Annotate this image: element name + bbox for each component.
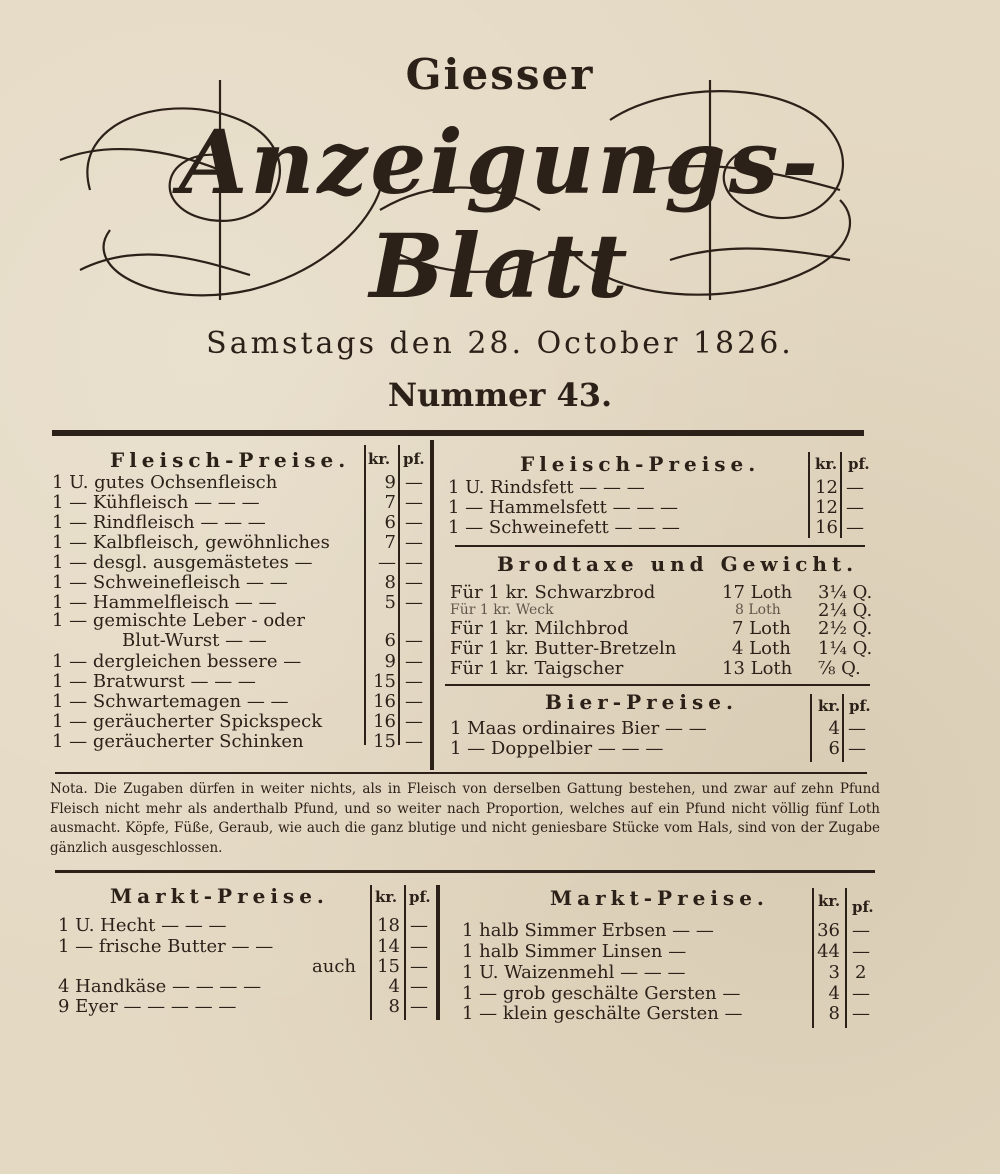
table-row-weight: 4 Loth <box>732 638 791 659</box>
bier-divider-2 <box>842 694 844 762</box>
masthead-title-main: Anzeigungs-Blatt <box>179 110 821 318</box>
table-row-quentchen: 2¼ Q. <box>818 600 873 621</box>
table-row-label: 4 Handkäse — — — — <box>58 976 262 997</box>
table-row-weight: 8 Loth <box>735 602 781 618</box>
table-row-kr: 4 <box>828 983 840 1004</box>
brod-heading: Brodtaxe und Gewicht. <box>497 552 859 576</box>
table-row-pf: 2 <box>855 962 867 983</box>
table-row-label: Für 1 kr. Butter-Bretzeln <box>450 638 677 659</box>
table-row-pf: — <box>405 552 423 573</box>
markt-left-divider-2 <box>404 885 406 1020</box>
table-row-kr: 15 <box>373 671 396 692</box>
table-row-pf: — <box>405 630 423 651</box>
fleisch-left-divider-1 <box>364 445 366 745</box>
table-row-label: 1 halb Simmer Erbsen — — <box>462 920 714 941</box>
table-row-label: 1 U. Waizenmehl — — — <box>462 962 686 983</box>
table-row-kr: 3 <box>828 962 840 983</box>
fleisch-left-col-pf: pf. <box>403 450 425 468</box>
table-row-label: 1 — Doppelbier — — — <box>450 738 664 759</box>
table-row-label: Blut-Wurst — — <box>122 630 267 651</box>
markt-right-heading: Markt-Preise. <box>550 886 769 910</box>
table-row-pf: — <box>405 691 423 712</box>
table-row-pf: — <box>405 711 423 732</box>
table-row-quentchen: 2½ Q. <box>818 618 873 639</box>
table-row-label: 9 Eyer — — — — — <box>58 996 237 1017</box>
table-row-kr: 8 <box>828 1003 840 1024</box>
table-row-label: 1 — geräucherter Spickspeck <box>52 711 323 732</box>
masthead-title-top: Giesser <box>405 50 595 99</box>
table-row-pf: — <box>846 497 864 518</box>
fleisch-left-divider-2 <box>398 445 400 745</box>
table-row-pf: — <box>405 472 423 493</box>
table-row-kr: 9 <box>384 472 396 493</box>
markt-right-divider-2 <box>845 888 847 1028</box>
table-row-kr: 7 <box>384 532 396 553</box>
table-row-kr: 4 <box>388 976 400 997</box>
table-row-weight: 13 Loth <box>722 658 793 679</box>
markt-left-col-pf: pf. <box>409 888 431 906</box>
markt-left-col-kr: kr. <box>375 888 398 906</box>
table-row-pf: — <box>852 983 870 1004</box>
table-row-pf: — <box>410 936 428 957</box>
table-row-quentchen: 1¼ Q. <box>818 638 873 659</box>
table-row-label: 1 U. Hecht — — — <box>58 915 227 936</box>
markt-rule <box>55 870 875 873</box>
table-row-label: 1 — dergleichen bessere — <box>52 651 302 672</box>
dateline: Samstags den 28. October 1826. <box>206 326 794 361</box>
fleisch-right-divider-2 <box>840 452 842 538</box>
table-row-kr: 4 <box>828 718 840 739</box>
table-row-label: 1 — klein geschälte Gersten — <box>462 1003 743 1024</box>
table-row-label: auch <box>312 956 356 977</box>
table-row-pf: — <box>405 492 423 513</box>
table-row-pf: — <box>410 915 428 936</box>
table-row-label: Für 1 kr. Milchbrod <box>450 618 629 639</box>
fleisch-center-divider <box>430 440 434 770</box>
table-row-kr: 15 <box>377 956 400 977</box>
table-row-pf: — <box>410 956 428 977</box>
table-row-pf: — <box>846 477 864 498</box>
table-row-label: Für 1 kr. Schwarzbrod <box>450 582 656 603</box>
markt-right-col-pf: pf. <box>852 898 874 916</box>
table-row-label: 1 — Hammelsfett — — — <box>448 497 679 518</box>
bier-rule <box>445 684 870 686</box>
table-row-pf: — <box>852 941 870 962</box>
table-row-label: 1 Maas ordinaires Bier — — <box>450 718 707 739</box>
table-row-label: 1 — gemischte Leber - oder <box>52 610 305 631</box>
table-row-kr: 5 <box>384 592 396 613</box>
table-row-label: 1 — Schwartemagen — — <box>52 691 289 712</box>
table-row-pf: — <box>405 671 423 692</box>
table-row-label: 1 — frische Butter — — <box>58 936 274 957</box>
fleisch-left-col-kr: kr. <box>368 450 391 468</box>
table-row-kr: 16 <box>373 711 396 732</box>
nota-paragraph: Nota. Die Zugaben dürfen in weiter nichts, als in Fleisch von derselben Gattung bestehen, und zwar auf zehn Pfund Fleisch nicht mehr als anderthalb Pfund, und so weiter nach Proportion, welches auf ein Pfund nicht völlig fünf Loth ausmacht. Köpfe, Füße, Geraub, wie auch die ganz blutige und nicht geniesbare Stücke vom Hals, sind von der Zugabe gänzlich ausgeschlossen. <box>50 781 880 856</box>
markt-right-col-kr: kr. <box>818 892 841 910</box>
table-row-label: 1 — Kühfleisch — — — <box>52 492 260 513</box>
table-row-label: 1 — Schweinefleisch — — <box>52 572 288 593</box>
table-row-pf: — <box>410 996 428 1017</box>
table-row-label: 1 U. gutes Ochsenfleisch <box>52 472 278 493</box>
table-row-label: 1 halb Simmer Linsen — <box>462 941 687 962</box>
table-row-pf: — <box>405 651 423 672</box>
fleisch-right-col-kr: kr. <box>815 455 838 473</box>
table-row-quentchen: ⅞ Q. <box>818 658 861 679</box>
table-row-pf: — <box>846 517 864 538</box>
fleisch-right-col-pf: pf. <box>848 455 870 473</box>
fleisch-right-heading: Fleisch-Preise. <box>520 452 761 476</box>
table-row-label: 1 — Schweinefett — — — <box>448 517 680 538</box>
table-row-label: 1 — Kalbfleisch, gewöhnliches <box>52 532 330 553</box>
table-row-pf: — <box>405 572 423 593</box>
table-row-weight: 17 Loth <box>722 582 793 603</box>
table-row-quentchen: 3¼ Q. <box>818 582 873 603</box>
nota-rule <box>55 772 867 774</box>
table-row-label: Für 1 kr. Weck <box>450 602 554 618</box>
table-row-kr: 7 <box>384 492 396 513</box>
table-row-weight: 7 Loth <box>732 618 791 639</box>
table-row-label: 1 — grob geschälte Gersten — <box>462 983 741 1004</box>
table-row-kr: 8 <box>384 572 396 593</box>
bier-col-kr: kr. <box>818 697 841 715</box>
table-row-label: 1 — Hammelfleisch — — <box>52 592 277 613</box>
table-row-kr: 16 <box>815 517 838 538</box>
top-rule <box>52 430 864 436</box>
table-row-kr: 18 <box>377 915 400 936</box>
issue-number: Nummer 43. <box>387 376 613 414</box>
markt-left-heading: Markt-Preise. <box>110 884 329 908</box>
table-row-kr: 9 <box>384 651 396 672</box>
table-row-kr: — <box>378 552 396 573</box>
table-row-label: 1 — desgl. ausgemästetes — <box>52 552 313 573</box>
table-row-pf: — <box>852 1003 870 1024</box>
table-row-pf: — <box>848 718 866 739</box>
table-row-kr: 14 <box>377 936 400 957</box>
table-row-kr: 16 <box>373 691 396 712</box>
markt-center-divider <box>436 885 440 1020</box>
bier-col-pf: pf. <box>849 697 871 715</box>
table-row-label: 1 — Bratwurst — — — <box>52 671 256 692</box>
table-row-kr: 36 <box>817 920 840 941</box>
table-row-pf: — <box>852 920 870 941</box>
table-row-pf: — <box>405 532 423 553</box>
table-row-pf: — <box>405 731 423 752</box>
bier-heading: Bier-Preise. <box>545 690 738 714</box>
table-row-kr: 8 <box>388 996 400 1017</box>
table-row-kr: 6 <box>384 630 396 651</box>
table-row-label: Für 1 kr. Taigscher <box>450 658 624 679</box>
brod-rule <box>455 545 865 547</box>
table-row-label: 1 — Rindfleisch — — — <box>52 512 266 533</box>
table-row-pf: — <box>410 976 428 997</box>
table-row-kr: 6 <box>384 512 396 533</box>
table-row-label: 1 U. Rindsfett — — — <box>448 477 645 498</box>
table-row-kr: 15 <box>373 731 396 752</box>
table-row-kr: 12 <box>815 477 838 498</box>
table-row-kr: 44 <box>817 941 840 962</box>
table-row-pf: — <box>848 738 866 759</box>
table-row-kr: 12 <box>815 497 838 518</box>
fleisch-left-heading: Fleisch-Preise. <box>110 448 351 472</box>
table-row-kr: 6 <box>828 738 840 759</box>
table-row-pf: — <box>405 512 423 533</box>
table-row-pf: — <box>405 592 423 613</box>
table-row-label: 1 — geräucherter Schinken <box>52 731 304 752</box>
